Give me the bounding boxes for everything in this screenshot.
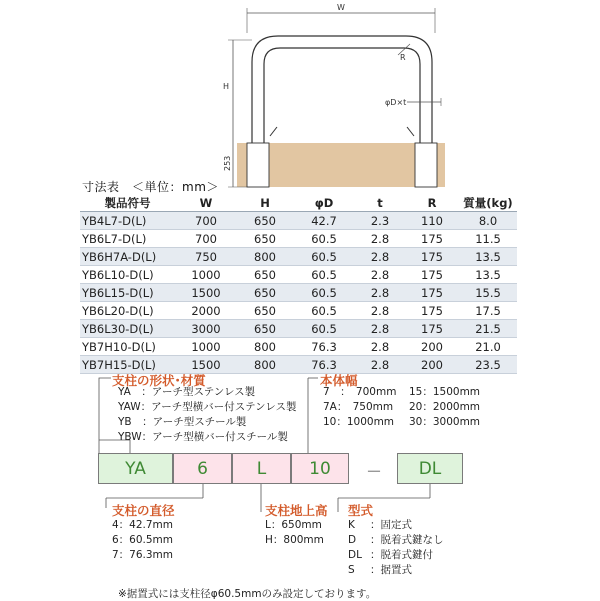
cell-w: 1500 bbox=[175, 356, 237, 374]
cell-t: 2.8 bbox=[355, 302, 405, 320]
cell-t: 2.8 bbox=[355, 356, 405, 374]
cell-w: 1500 bbox=[175, 284, 237, 302]
cell-r: 110 bbox=[405, 212, 459, 230]
cell-model: YB6L30-D(L) bbox=[80, 320, 175, 338]
width-heading: 本体幅 bbox=[320, 373, 358, 388]
diameter-heading: 支柱の直径 bbox=[112, 503, 175, 518]
type-desc: ：据置式 bbox=[370, 564, 412, 576]
dim-d-label: φD×t bbox=[385, 98, 407, 107]
cell-r: 175 bbox=[405, 284, 459, 302]
cell-d: 60.5 bbox=[293, 266, 355, 284]
list-item bbox=[348, 518, 444, 533]
cell-t: 2.8 bbox=[355, 338, 405, 356]
list-item bbox=[348, 533, 444, 548]
cell-w: 750 bbox=[175, 248, 237, 266]
cell-model: YB6L7-D(L) bbox=[80, 230, 175, 248]
header-d: φD bbox=[293, 194, 355, 212]
code-box-type: DL bbox=[397, 453, 463, 484]
cell-d: 60.5 bbox=[293, 248, 355, 266]
height-list bbox=[265, 518, 324, 548]
cell-t: 2.8 bbox=[355, 230, 405, 248]
cell-d: 42.7 bbox=[293, 212, 355, 230]
type-desc: ：脱着式鍵なし bbox=[370, 534, 444, 546]
footnote: ※据置式には支柱径φ60.5mmのみ設定しております。 bbox=[118, 588, 377, 600]
cell-h: 650 bbox=[237, 212, 293, 230]
header-model: 製品符号 bbox=[80, 194, 175, 212]
cell-mass: 17.5 bbox=[459, 302, 517, 320]
cell-h: 650 bbox=[237, 266, 293, 284]
code-box-diameter: 6 bbox=[173, 453, 232, 484]
type-heading: 型式 bbox=[348, 503, 374, 518]
cell-h: 800 bbox=[237, 248, 293, 266]
cell-t: 2.8 bbox=[355, 266, 405, 284]
header-r: R bbox=[405, 194, 459, 212]
header-t: t bbox=[355, 194, 405, 212]
cell-t: 2.8 bbox=[355, 320, 405, 338]
cell-h: 800 bbox=[237, 338, 293, 356]
type-desc: ：脱着式鍵付 bbox=[370, 549, 433, 561]
cell-model: YB7H10-D(L) bbox=[80, 338, 175, 356]
cell-mass: 21.0 bbox=[459, 338, 517, 356]
width-option: 7A： 750mm bbox=[323, 401, 394, 413]
dim-h-label: H bbox=[222, 82, 229, 91]
cell-r: 175 bbox=[405, 266, 459, 284]
diameter-list bbox=[112, 518, 173, 563]
width-option: 20：2000mm bbox=[409, 401, 481, 413]
cell-r: 175 bbox=[405, 230, 459, 248]
cell-d: 60.5 bbox=[293, 284, 355, 302]
list-item bbox=[323, 400, 480, 415]
cell-w: 700 bbox=[175, 212, 237, 230]
cell-r: 175 bbox=[405, 302, 459, 320]
cell-t: 2.3 bbox=[355, 212, 405, 230]
list-item: H：800mm bbox=[265, 534, 324, 546]
code-dash: － bbox=[366, 462, 383, 481]
header-mass: 質量(kg) bbox=[459, 194, 517, 212]
width-option: 7 ： 700mm bbox=[323, 386, 397, 398]
cell-model: YB6H7A-D(L) bbox=[80, 248, 175, 266]
height-heading: 支柱地上高 bbox=[265, 503, 328, 518]
cell-r: 200 bbox=[405, 356, 459, 374]
cell-d: 76.3 bbox=[293, 356, 355, 374]
width-option: 30：3000mm bbox=[409, 416, 481, 428]
cell-mass: 15.5 bbox=[459, 284, 517, 302]
list-item bbox=[323, 415, 480, 430]
shape-material-list bbox=[118, 385, 296, 445]
type-list bbox=[348, 518, 444, 578]
list-item bbox=[348, 563, 444, 578]
dim-253-label: 253 bbox=[223, 155, 232, 171]
cell-t: 2.8 bbox=[355, 248, 405, 266]
cell-d: 60.5 bbox=[293, 302, 355, 320]
type-code: K bbox=[348, 519, 355, 531]
width-option: 10：1000mm bbox=[323, 416, 395, 428]
cell-mass: 8.0 bbox=[459, 212, 517, 230]
cell-w: 2000 bbox=[175, 302, 237, 320]
cell-d: 60.5 bbox=[293, 320, 355, 338]
list-item bbox=[323, 385, 480, 400]
cell-model: YB6L10-D(L) bbox=[80, 266, 175, 284]
cell-model: YB6L15-D(L) bbox=[80, 284, 175, 302]
cell-r: 175 bbox=[405, 248, 459, 266]
cell-w: 1000 bbox=[175, 338, 237, 356]
type-code: S bbox=[348, 564, 355, 576]
list-item bbox=[348, 548, 444, 563]
code-box-shape: YA bbox=[98, 453, 173, 484]
dim-w-label: W bbox=[337, 3, 345, 12]
shape-material-heading: 支柱の形状･材質 bbox=[112, 373, 206, 388]
list-item: YA ：アーチ型ステンレス製 bbox=[118, 386, 256, 398]
width-option: 15：1500mm bbox=[409, 386, 481, 398]
list-item: 7：76.3mm bbox=[112, 549, 174, 561]
header-h: H bbox=[237, 194, 293, 212]
cell-h: 650 bbox=[237, 284, 293, 302]
table-caption: 寸法表 ＜単位：mm＞ bbox=[82, 180, 219, 194]
list-item: 6：60.5mm bbox=[112, 534, 174, 546]
width-list bbox=[323, 385, 480, 430]
cell-mass: 13.5 bbox=[459, 266, 517, 284]
cell-mass: 21.5 bbox=[459, 320, 517, 338]
list-item: YAW：アーチ型横バー付ステンレス製 bbox=[118, 401, 297, 413]
cell-mass: 13.5 bbox=[459, 248, 517, 266]
list-item: 4：42.7mm bbox=[112, 519, 174, 531]
cell-model: YB7H15-D(L) bbox=[80, 356, 175, 374]
cell-d: 60.5 bbox=[293, 230, 355, 248]
cell-h: 800 bbox=[237, 356, 293, 374]
list-item: YB ：アーチ型スチール製 bbox=[118, 416, 247, 428]
cell-w: 3000 bbox=[175, 320, 237, 338]
cell-w: 700 bbox=[175, 230, 237, 248]
type-code: DL bbox=[348, 549, 362, 561]
list-item: YBW：アーチ型横バー付スチール製 bbox=[118, 431, 288, 443]
list-item: L：650mm bbox=[265, 519, 322, 531]
header-w: W bbox=[175, 194, 237, 212]
type-desc: ：固定式 bbox=[370, 519, 412, 531]
cell-d: 76.3 bbox=[293, 338, 355, 356]
code-box-width: 10 bbox=[291, 453, 349, 484]
cell-mass: 23.5 bbox=[459, 356, 517, 374]
dim-r-label: R bbox=[400, 53, 406, 62]
cell-r: 200 bbox=[405, 338, 459, 356]
cell-h: 650 bbox=[237, 302, 293, 320]
cell-mass: 11.5 bbox=[459, 230, 517, 248]
cell-h: 650 bbox=[237, 320, 293, 338]
cell-h: 650 bbox=[237, 230, 293, 248]
type-code: D bbox=[348, 534, 357, 546]
cell-r: 175 bbox=[405, 320, 459, 338]
cell-t: 2.8 bbox=[355, 284, 405, 302]
cell-w: 1000 bbox=[175, 266, 237, 284]
code-box-height: L bbox=[232, 453, 291, 484]
cell-model: YB4L7-D(L) bbox=[80, 212, 175, 230]
cell-model: YB6L20-D(L) bbox=[80, 302, 175, 320]
